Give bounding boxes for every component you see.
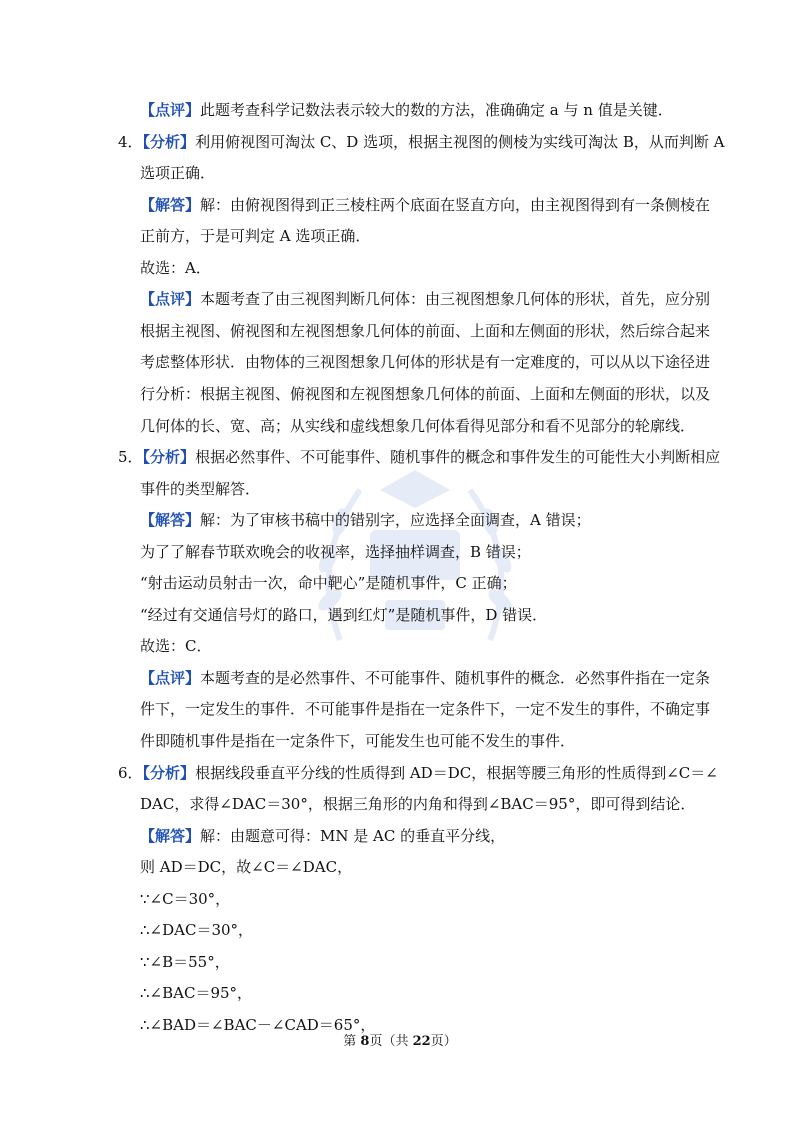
text-line	[140, 983, 252, 1003]
text-line	[140, 605, 547, 625]
text-line	[118, 447, 720, 467]
line-text: ∴∠BAD＝∠BAC－∠CAD＝65°，	[140, 1016, 376, 1034]
section-tag: 【分析】	[142, 448, 196, 466]
text-line	[140, 826, 505, 846]
section-tag: 【分析】	[142, 764, 196, 782]
line-text: ∵∠C＝30°，	[140, 890, 231, 908]
line-text: 解：由俯视图得到正三棱柱两个底面在竖直方向，由主视图得到有一条侧棱在	[200, 196, 711, 214]
text-line	[140, 636, 211, 656]
line-text: 根据主视图、俯视图和左视图想象几何体的前面、上面和左侧面的形状，然后综合起来	[140, 322, 711, 340]
text-line	[140, 542, 531, 562]
section-tag: 【解答】	[140, 511, 201, 529]
line-text: 此题考查科学记数法表示较大的数的方法，准确确定 a 与 n 值是关键．	[200, 101, 673, 119]
line-text: “射击运动员射击一次，命中靶心”是随机事件，C 正确；	[140, 574, 517, 592]
text-line	[140, 510, 591, 530]
line-text: 为了了解春节联欢晚会的收视率，选择抽样调查，B 错误；	[140, 543, 531, 561]
text-line	[140, 731, 575, 751]
line-text: 利用俯视图可淘汰 C、D 选项，根据主视图的侧棱为实线可淘汰 B，从而判断 A	[195, 133, 725, 151]
footer-total-pages: 22	[412, 1034, 431, 1049]
text-line	[140, 195, 710, 215]
line-text: 解：由题意可得：MN 是 AC 的垂直平分线，	[200, 827, 506, 845]
line-text: 事件的类型解答．	[140, 480, 261, 498]
text-line	[140, 857, 352, 877]
text-line	[140, 668, 710, 688]
line-text: 根据必然事件、不可能事件、随机事件的概念和事件发生的可能性大小判断相应	[195, 448, 721, 466]
text-line	[140, 699, 710, 719]
line-text: 解：为了审核书稿中的错别字，应选择全面调查，A 错误；	[200, 511, 591, 529]
section-tag: 【点评】	[140, 101, 201, 119]
text-line	[140, 100, 673, 120]
text-line	[140, 163, 215, 183]
text-line	[118, 763, 718, 783]
question-number: 5．	[118, 448, 143, 466]
text-line	[140, 384, 710, 404]
line-text: 件即随机事件是指在一定条件下，可能发生也可能不发生的事件．	[140, 732, 576, 750]
section-tag: 【分析】	[142, 133, 196, 151]
section-tag: 【解答】	[140, 196, 201, 214]
line-text: 根据线段垂直平分线的性质得到 AD＝DC，根据等腰三角形的性质得到∠C＝∠	[195, 764, 718, 782]
text-line	[140, 321, 710, 341]
footer-mid: 页（共	[369, 1034, 413, 1049]
text-line	[140, 226, 370, 246]
text-line	[140, 920, 253, 940]
line-text: 选项正确．	[140, 164, 216, 182]
line-text: “经过有交通信号灯的路口，遇到红灯”是随机事件，D 错误．	[140, 606, 548, 624]
line-text: DAC，求得∠DAC＝30°，根据三角形的内角和得到∠BAC＝95°，即可得到结论．	[140, 795, 696, 813]
line-text: ∵∠B＝55°，	[140, 953, 230, 971]
line-text: 本题考查的是必然事件、不可能事件、随机事件的概念．必然事件指在一定条	[200, 669, 711, 687]
line-text: 几何体的长、宽、高；从实线和虚线想象几何体看得见部分和看不见部分的轮廓线．	[140, 417, 696, 435]
page-footer	[0, 1033, 800, 1051]
footer-suffix: 页）	[430, 1034, 457, 1049]
line-text: 故选：C．	[140, 637, 212, 655]
section-tag: 【解答】	[140, 827, 201, 845]
question-number: 4．	[118, 133, 143, 151]
line-text: 行分析：根据主视图、俯视图和左视图想象几何体的前面、上面和左侧面的形状，以及	[140, 385, 711, 403]
text-line	[140, 479, 260, 499]
line-text: ∴∠DAC＝30°，	[140, 921, 254, 939]
text-line	[140, 289, 710, 309]
question-number: 6．	[118, 764, 143, 782]
line-text: ∴∠BAC＝95°，	[140, 984, 253, 1002]
text-line	[140, 258, 211, 278]
section-tag: 【点评】	[140, 669, 201, 687]
line-text: 件下，一定发生的事件．不可能事件是指在一定条件下，一定不发生的事件，不确定事	[140, 700, 711, 718]
footer-page-number: 8	[360, 1034, 370, 1049]
text-line	[140, 1015, 375, 1035]
text-line	[118, 132, 725, 152]
line-text: 故选：A．	[140, 259, 211, 277]
line-text: 本题考查了由三视图判断几何体：由三视图想象几何体的形状，首先，应分别	[200, 290, 711, 308]
text-line	[140, 889, 230, 909]
line-text: 则 AD＝DC，故∠C＝∠DAC，	[140, 858, 353, 876]
text-line	[140, 794, 695, 814]
line-text: 考虑整体形状．由物体的三视图想象几何体的形状是有一定难度的，可以从以下途径进	[140, 353, 711, 371]
footer-prefix: 第	[343, 1034, 361, 1049]
text-line	[140, 416, 695, 436]
text-line	[140, 352, 710, 372]
section-tag: 【点评】	[140, 290, 201, 308]
text-line	[140, 952, 230, 972]
line-text: 正前方，于是可判定 A 选项正确．	[140, 227, 371, 245]
text-line	[140, 573, 517, 593]
